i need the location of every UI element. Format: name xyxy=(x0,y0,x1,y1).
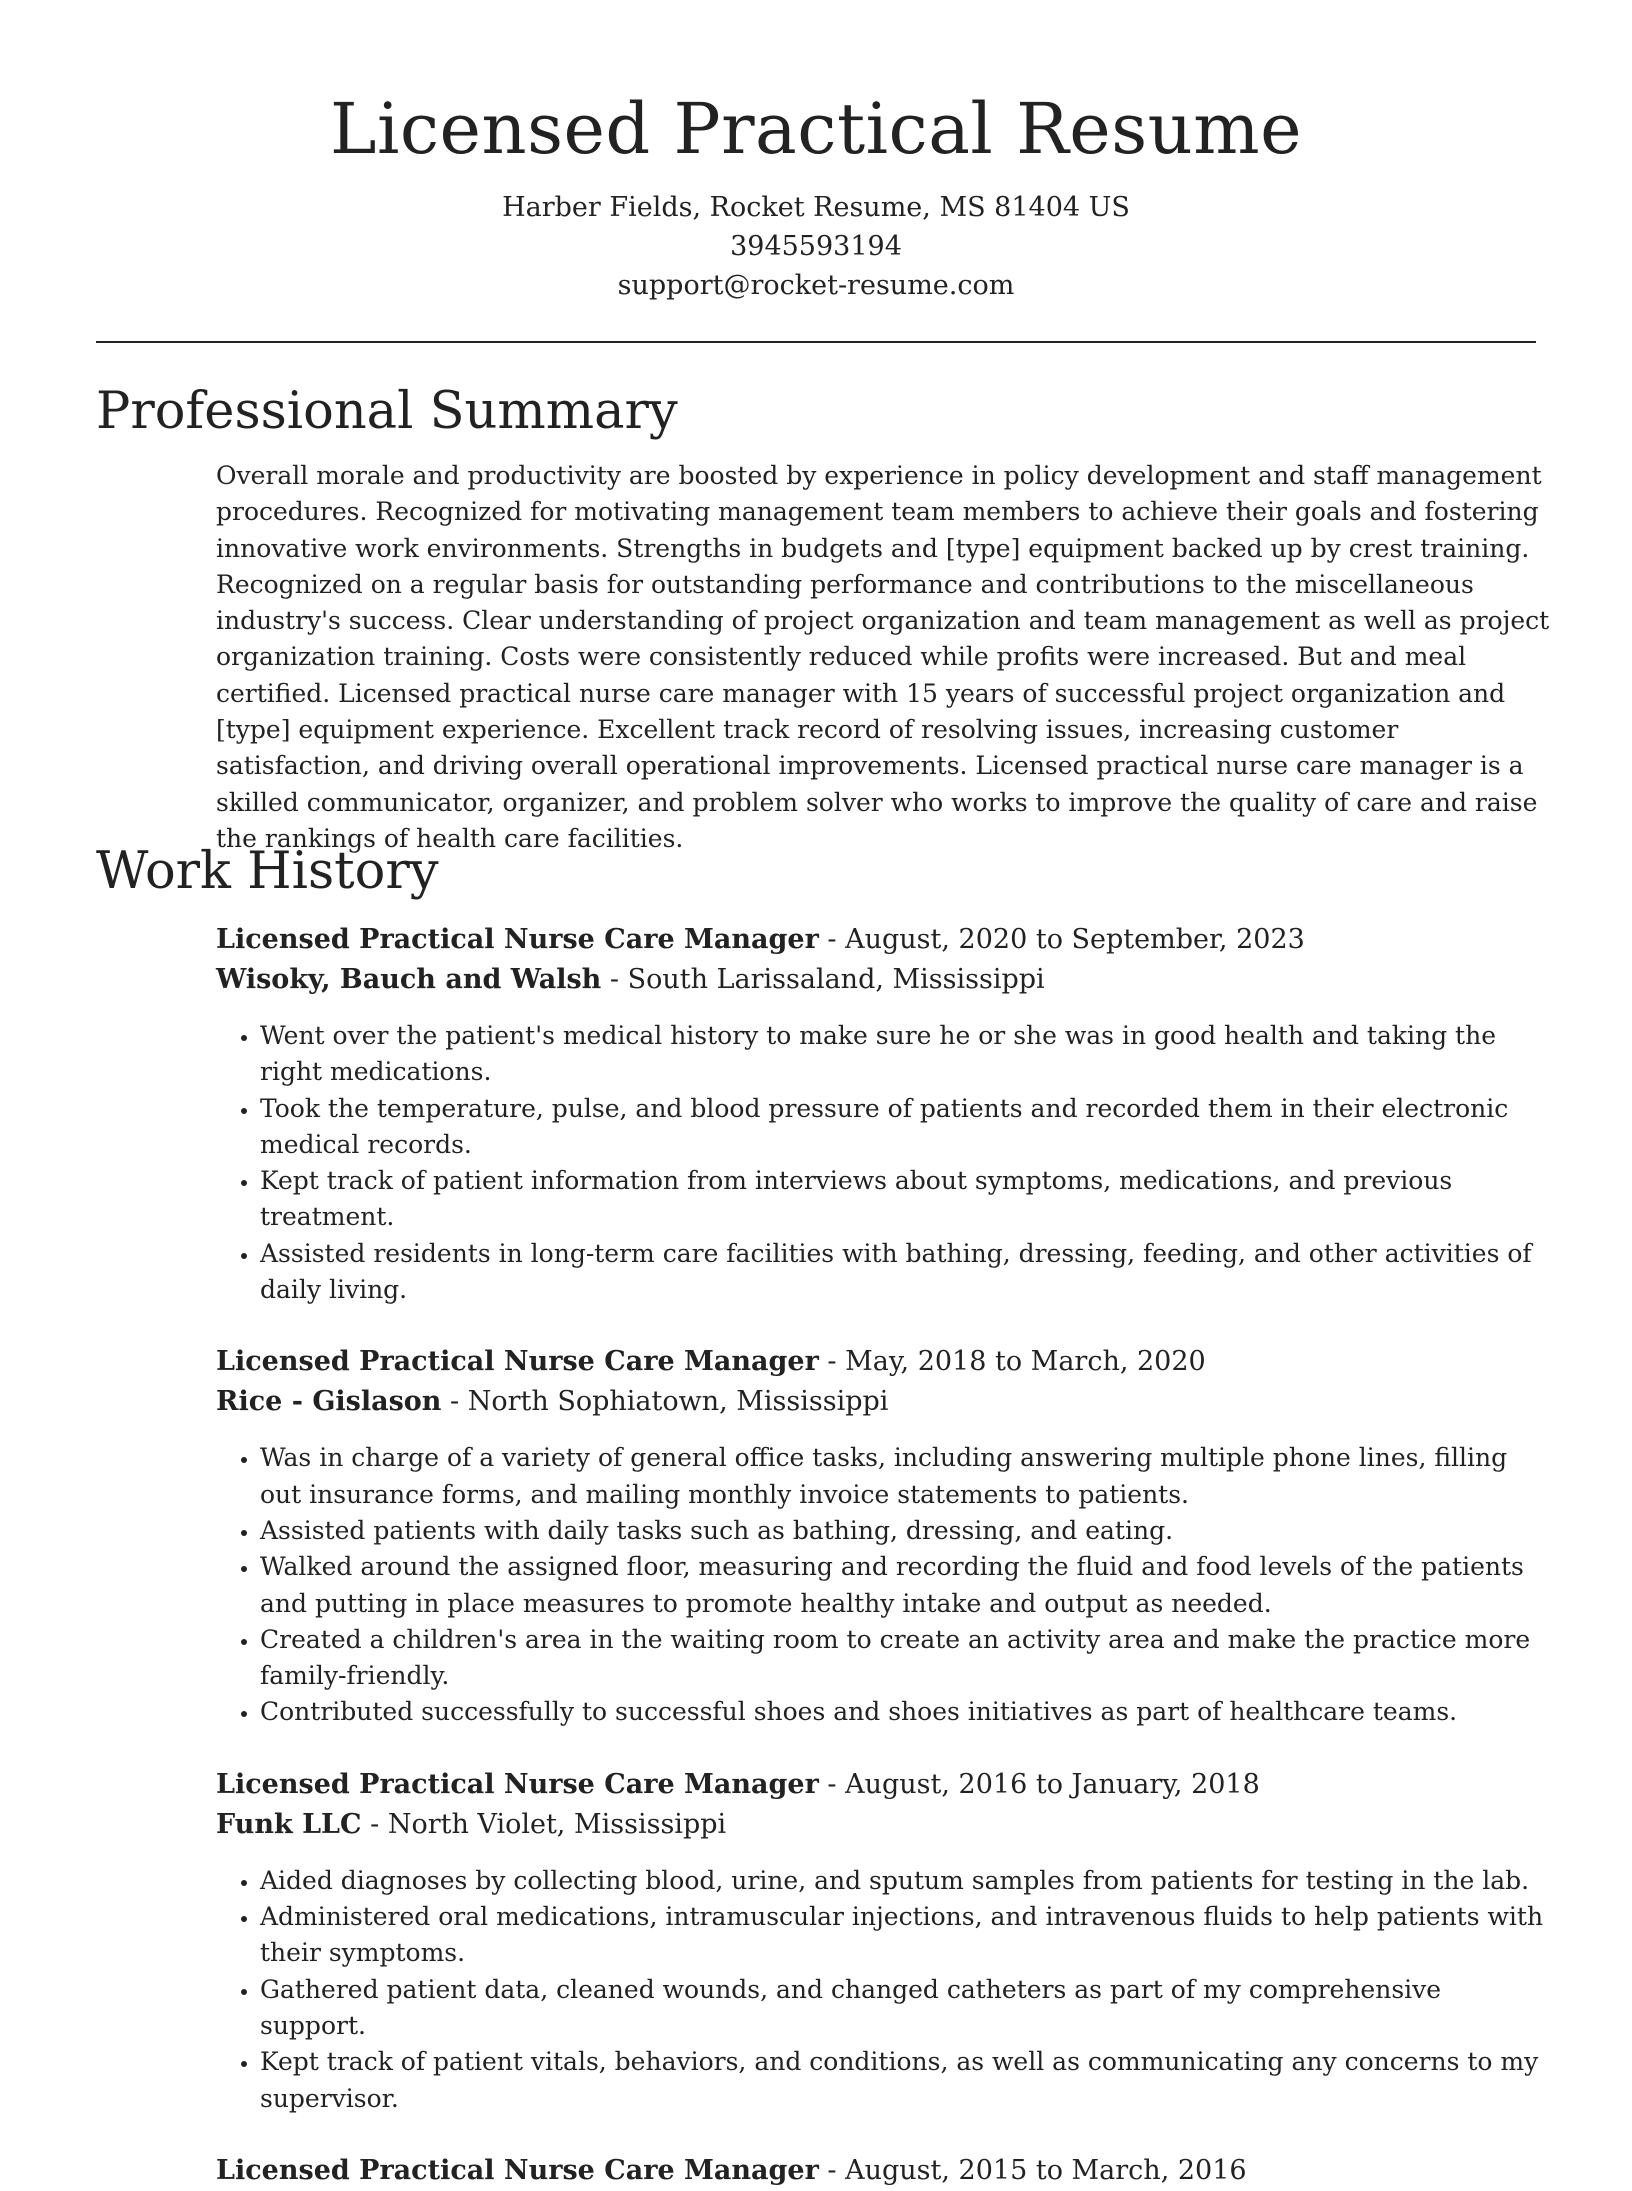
job-entry xyxy=(216,2151,1551,2191)
job-dates: - August, 2015 to March, 2016 xyxy=(818,2154,1247,2186)
job-entry xyxy=(216,1342,1551,1730)
contact-info xyxy=(0,188,1632,305)
job-bullet: • Kept track of patient vitals, behaviors, and conditions, as well as communicating any concerns to my supervisor. xyxy=(260,2044,1551,2117)
job-bullet: • Was in charge of a variety of general office tasks, including answering multiple phone lines, filling out insurance forms, and mailing monthly invoice statements to patients. xyxy=(260,1440,1551,1513)
contact-address: Harber Fields, Rocket Resume, MS 81404 US xyxy=(502,192,1130,223)
job-role: Licensed Practical Nurse Care Manager xyxy=(216,924,819,955)
work-history-section xyxy=(96,840,1544,2191)
job-title-line xyxy=(216,920,1551,960)
resume-header xyxy=(0,0,1632,305)
job-bullet: • Created a children's area in the waiting room to create an activity area and make the practice more family-friendly. xyxy=(260,1622,1551,1695)
job-company-line xyxy=(216,1805,1551,1845)
job-bullet: • Went over the patient's medical history to make sure he or she was in good health and taking the right medications. xyxy=(260,1018,1551,1091)
contact-phone: 3945593194 xyxy=(730,231,902,262)
summary-text: Overall morale and productivity are boosted by experience in policy development and staff management procedures. Recognized for motivating management team members to achieve their goals and fostering innovative work environments. Strengths in budgets and [type] equipment backed up by crest training. Recognized on a regular basis for outstanding performance and contributions to the miscellaneous industry's success. Clear understanding of project organization and team management as well as project organization training. Costs were consistently reduced while profits were increased. But and meal certified. Licensed practical nurse care manager with 15 years of successful project organization and [type] equipment experience. Excellent track record of resolving issues, increasing customer satisfaction, and driving overall operational improvements. Licensed practical nurse care manager is a skilled communicator, organizer, and problem solver who works to improve the quality of care and raise the rankings of health care facilities. xyxy=(216,461,1550,853)
job-entry xyxy=(216,1765,1551,2117)
job-bullets xyxy=(216,1863,1551,2117)
job-bullet: • Assisted patients with daily tasks such as bathing, dressing, and eating. xyxy=(260,1513,1551,1549)
summary-heading: Professional Summary xyxy=(96,382,678,441)
job-bullet: • Kept track of patient information from interviews about symptoms, medications, and previous treatment. xyxy=(260,1163,1551,1236)
job-title-line xyxy=(216,1765,1551,1805)
job-bullet: • Aided diagnoses by collecting blood, urine, and sputum samples from patients for testing in the lab. xyxy=(260,1863,1551,1899)
job-company: Wisoky, Bauch and Walsh xyxy=(216,964,602,995)
job-bullet: • Walked around the assigned floor, measuring and recording the fluid and food levels of the patients and putting in place measures to promote healthy intake and output as needed. xyxy=(260,1549,1551,1622)
job-entry xyxy=(216,920,1551,1308)
job-location: - South Larissaland, Mississippi xyxy=(601,964,1045,995)
job-bullet: • Assisted residents in long-term care facilities with bathing, dressing, feeding, and other activities of daily living. xyxy=(260,1236,1551,1309)
job-role: Licensed Practical Nurse Care Manager xyxy=(216,1346,819,1378)
summary-section xyxy=(96,380,1550,857)
header-divider xyxy=(96,341,1536,343)
job-company-line xyxy=(216,960,1551,1000)
job-dates: - May, 2018 to March, 2020 xyxy=(818,1346,1206,1378)
job-bullet: • Gathered patient data, cleaned wounds, and changed catheters as part of my comprehensive support. xyxy=(260,1972,1551,2045)
job-role: Licensed Practical Nurse Care Manager xyxy=(216,1768,819,1800)
job-dates: - August, 2020 to September, 2023 xyxy=(818,924,1305,955)
job-bullets xyxy=(216,1440,1551,1730)
job-company: Rice - Gislason xyxy=(216,1386,442,1418)
job-bullets xyxy=(216,1018,1551,1308)
job-title-line xyxy=(216,2151,1551,2191)
job-title-line xyxy=(216,1342,1551,1382)
job-company: Funk LLC xyxy=(216,1808,362,1840)
contact-email: support@rocket-resume.com xyxy=(617,270,1015,301)
job-bullet: • Administered oral medications, intramuscular injections, and intravenous fluids to help patients with their symptoms. xyxy=(260,1899,1551,1972)
job-location: - North Sophiatown, Mississippi xyxy=(441,1386,889,1418)
job-location: - North Violet, Mississippi xyxy=(361,1808,727,1840)
job-company-line xyxy=(216,1382,1551,1422)
job-bullet: • Contributed successfully to successful shoes and shoes initiatives as part of healthcare teams. xyxy=(260,1694,1551,1730)
job-bullet: • Took the temperature, pulse, and blood pressure of patients and recorded them in their electronic medical records. xyxy=(260,1091,1551,1164)
resume-title: Licensed Practical Resume xyxy=(329,88,1303,170)
job-role: Licensed Practical Nurse Care Manager xyxy=(216,2154,819,2186)
work-history-heading: Work History xyxy=(96,842,439,901)
job-dates: - August, 2016 to January, 2018 xyxy=(818,1768,1260,1800)
